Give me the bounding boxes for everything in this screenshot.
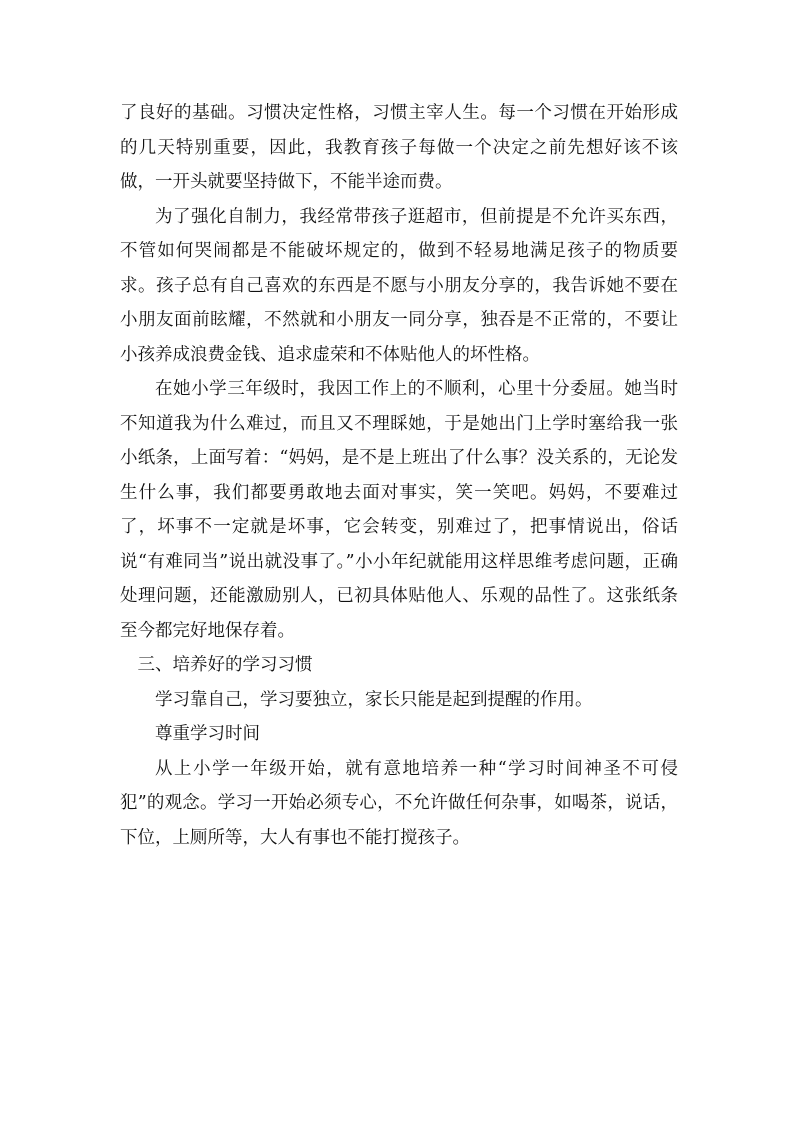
paragraph-independent-study: 学习靠自己，学习要独立，家长只能是起到提醒的作用。 xyxy=(155,689,593,710)
document-body xyxy=(120,96,678,855)
paragraph-note-story: 在她小学三年级时，我因工作上的不顺利，心里十分委屈。她当时不知道我为什么难过，而且又不理睬她，于是她出门上学时塞给我一张小纸条，上面写着：“妈妈，是不是上班出了什么事？没关系的，无论发生什么事，我们都要勇敢地去面对事实，笑一笑吧。妈妈，不要难过了，坏事不一定就是坏事，它会转变，别难过了，把事情说出，俗话说“有难同当”说出就没事了。”小小年纪就能用这样思维考虑问题，正确处理问题，还能激励别人，已初具体贴他人、乐观的品性了。这张纸条至今都完好地保存着。 xyxy=(120,379,678,641)
section-heading-study-habits: 三、培养好的学习习惯 xyxy=(137,655,313,675)
paragraph-continuation: 了良好的基础。习惯决定性格，习惯主宰人生。每一个习惯在开始形成的几天特别重要，因此，我教育孩子每做一个决定之前先想好该不该做，一开头就要坚持做下，不能半途而费。 xyxy=(120,103,678,192)
paragraph-self-control: 为了强化自制力，我经常带孩子逛超市，但前提是不允许买东西，不管如何哭闹都是不能破坏规定的，做到不轻易地满足孩子的物质要求。孩子总有自己喜欢的东西是不愿与小朋友分享的，我告诉她不要在小朋友面前眩耀，不然就和小朋友一同分享，独吞是不正常的，不要让小孩养成浪费金钱、追求虚荣和不体贴他人的坏性格。 xyxy=(120,206,678,365)
subheading-respect-study-time: 尊重学习时间 xyxy=(155,724,260,744)
paragraph-study-time: 从上小学一年级开始，就有意地培养一种“学习时间神圣不可侵犯”的观念。学习一开始必须专心，不允许做任何杂事，如喝茶，说话，下位，上厕所等，大人有事也不能打搅孩子。 xyxy=(120,758,678,848)
